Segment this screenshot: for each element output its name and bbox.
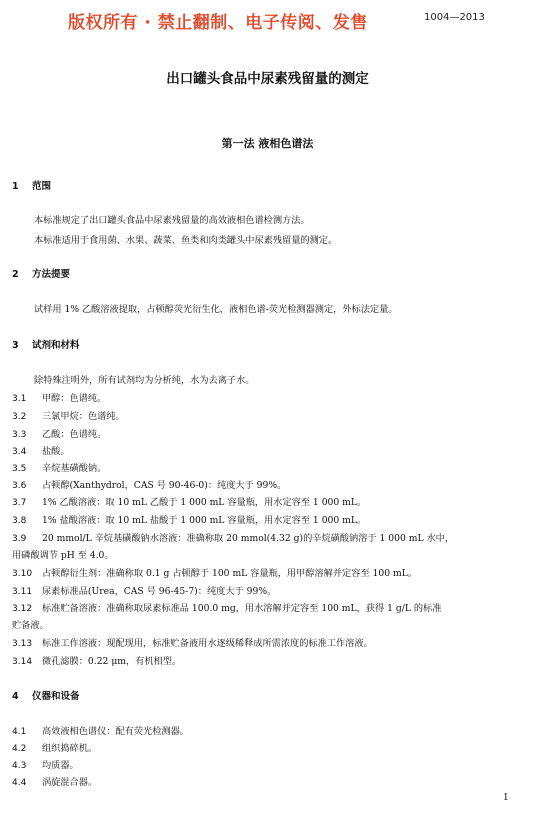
list-item [12,494,366,508]
section-number: 3 [12,340,19,351]
item-number: 3.7 [12,498,27,508]
item-number: 4.3 [12,761,27,771]
section-number: 1 [12,181,19,192]
list-item [12,565,417,579]
item-text: 辛烷基磺酸钠。 [42,463,107,474]
item-number: 3.1 [12,394,27,404]
item-text: 高效液相色谱仪：配有荧光检测器。 [42,726,189,737]
list-item [12,653,181,667]
item-text: 标准贮备溶液：准确称取尿素标准品 100.0 mg，用水溶解并定容至 100 mL，获得 1 g/L 的标准 [42,603,442,614]
item-number: 3.6 [12,481,27,491]
list-item [12,408,125,422]
item-text: 盐酸。 [42,446,70,457]
paragraph: 除特殊注明外，所有试剂均为分析纯，水为去离子水。 [34,375,255,386]
item-number: 3.10 [12,569,33,579]
item-number: 3.13 [12,639,33,649]
standard-number: 1004—2013 [424,12,485,23]
list-item [12,740,97,754]
item-number: 4.4 [12,778,27,788]
item-text: 三氯甲烷：色谱纯。 [42,411,125,422]
list-item [12,460,106,474]
section-heading-2 [12,266,70,280]
list-item [12,774,97,788]
item-number: 3.2 [12,412,27,422]
section-title: 仪器和设备 [32,691,80,702]
page-number: 1 [503,793,509,803]
item-number: 3.5 [12,464,27,474]
item-text: 微孔滤膜：0.22 μm，有机相型。 [42,656,182,667]
list-item [12,426,106,440]
item-number: 3.14 [12,657,33,667]
list-item [12,477,286,491]
item-text: 1% 盐酸溶液：取 10 mL 盐酸于 1 000 mL 容量瓶，用水定容至 1 000 mL。 [42,515,367,526]
item-text: 尿素标准品(Urea，CAS 号 96-45-7)：纯度大于 99%。 [42,586,277,597]
copyright-watermark: 版权所有 · 禁止翻制、电子传阅、发售 [68,13,368,33]
method-title: 第一法 液相色谱法 [221,137,314,150]
item-text: 占顿醇衍生剂：准确称取 0.1 g 占顿醇于 100 mL 容量瓶，用甲醇溶解并定容至 100 mL。 [42,568,417,579]
list-item [12,390,106,404]
item-number: 4.2 [12,744,27,754]
list-item [12,530,454,544]
list-item [12,512,366,526]
item-text: 甲醇：色谱纯。 [42,393,107,404]
section-title: 方法提要 [32,269,71,280]
paragraph: 本标准适用于食用菌、水果、蔬菜、鱼类和肉类罐头中尿素残留量的测定。 [34,235,338,246]
item-continuation: 用磷酸调节 pH 至 4.0。 [12,550,114,561]
item-text: 乙酸：色谱纯。 [42,429,107,440]
list-item [12,443,70,457]
item-text: 占顿醇(Xanthydrol，CAS 号 90-46-0)：纯度大于 99%。 [42,480,287,491]
paragraph: 试样用 1% 乙酸溶液提取，占顿醇荧光衍生化，液相色谱-荧光检测器测定，外标法定量。 [34,304,398,315]
list-item [12,635,373,649]
list-item [12,757,79,771]
list-item [12,600,441,614]
section-number: 2 [12,269,19,280]
list-item [12,723,189,737]
item-number: 3.9 [12,534,27,544]
item-text: 组织捣碎机。 [42,743,98,754]
section-title: 试剂和材料 [32,340,80,351]
list-item [12,583,276,597]
section-number: 4 [12,691,19,702]
section-heading-4 [12,688,80,702]
item-text: 标准工作溶液：现配现用，标准贮备液用水逐级稀释成所需浓度的标准工作溶液。 [42,638,373,649]
section-title: 范围 [32,181,52,192]
section-heading-3 [12,337,80,351]
document-title: 出口罐头食品中尿素残留量的测定 [166,71,369,87]
paragraph: 本标准规定了出口罐头食品中尿素残留量的高效液相色谱检测方法。 [34,215,310,226]
item-text: 20 mmol/L 辛烷基磺酸钠水溶液：准确称取 20 mmol(4.32 g)的辛烷磺酸钠溶于 1 000 mL 水中， [42,533,455,544]
item-text: 均质器。 [42,760,79,771]
item-number: 4.1 [12,727,27,737]
item-number: 3.3 [12,430,27,440]
item-number: 3.12 [12,604,33,614]
item-number: 3.8 [12,516,27,526]
item-text: 涡旋混合器。 [42,777,98,788]
section-heading-1 [12,178,51,192]
item-text: 1% 乙酸溶液：取 10 mL 乙酸于 1 000 mL 容量瓶，用水定容至 1 000 mL。 [42,497,367,508]
item-continuation: 贮备液。 [12,620,49,631]
item-number: 3.4 [12,447,27,457]
item-number: 3.11 [12,587,33,597]
